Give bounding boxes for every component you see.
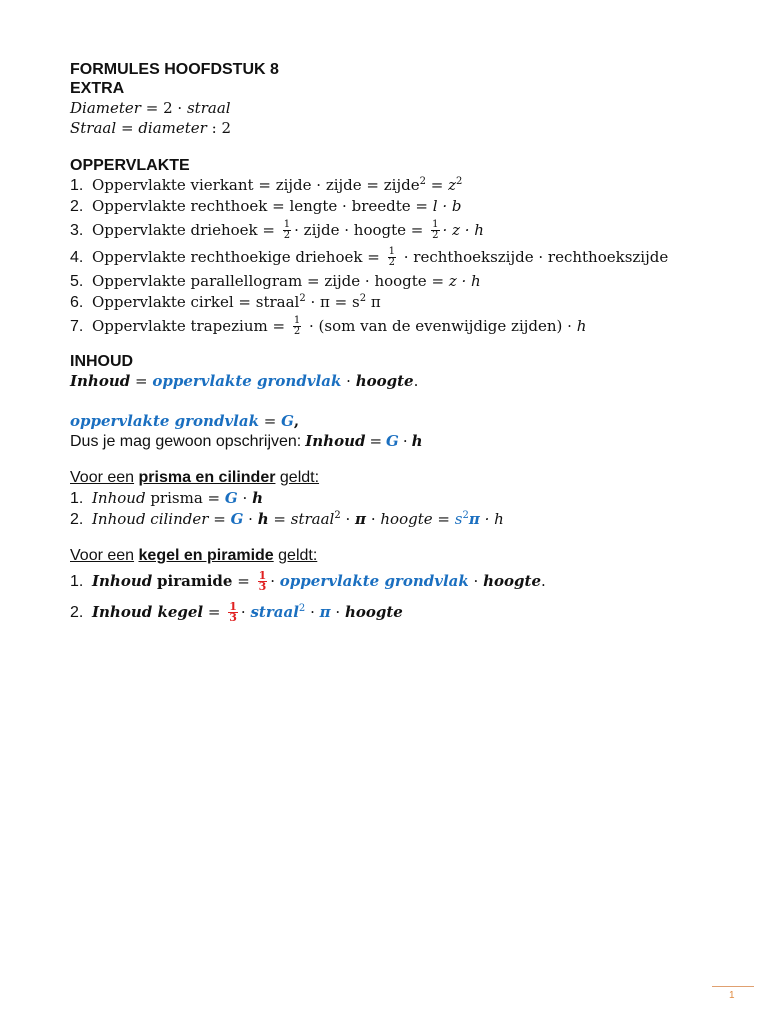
document-page <box>70 60 750 628</box>
prisma-intro: Voor een prisma en cilinder geldt: <box>70 469 320 486</box>
fraction-half: $\frac{1}{2}$ <box>388 245 395 268</box>
fraction-third: $\frac{1}{3}$ <box>229 599 237 624</box>
oppervlakte-item-trapezium: 7. Oppervlakte trapezium = $\frac{1}{2}$ · (som van de evenwijdige zijden) · h <box>70 314 587 337</box>
oppervlakte-item-vierkant: 1. Oppervlakte vierkant = zijde · zijde = zijde$^2$ = $z^2$ <box>70 176 463 194</box>
oppervlakte-item-parallellogram: 5. Oppervlakte parallellogram = zijde · hoogte = z · h <box>70 272 481 290</box>
fraction-half: $\frac{1}{2}$ <box>293 314 301 337</box>
prisma-item-cilinder: 2. Inhoud cilinder = G · h = straal$^2$ · π · hoogte = $s^2\pi \cdot h$ <box>70 510 504 528</box>
oppervlakte-item-rechthoekige-driehoek: 4. Oppervlakte rechthoekige driehoek = $\frac{1}{2}$ · rechthoekszijde · rechthoekszijde <box>70 245 669 268</box>
fraction-third: $\frac{1}{3}$ <box>258 568 267 593</box>
inhoud-heading: INHOUD <box>70 353 134 370</box>
kegel-item-piramide: 1. Inhoud piramide = $\frac{1}{3}$ · oppervlakte grondvlak · hoogte. <box>70 568 546 593</box>
oppervlakte-heading: OPPERVLAKTE <box>70 157 190 174</box>
prisma-item-prisma: 1. Inhoud prisma = G · h <box>70 489 263 507</box>
page-title: FORMULES HOOFDSTUK 8 <box>70 61 279 78</box>
fraction-half: $\frac{1}{2}$ <box>432 218 439 241</box>
extra-formula-diameter: Diameter = 2 · straal <box>70 99 231 117</box>
kegel-intro: Voor een kegel en piramide geldt: <box>70 547 318 564</box>
oppervlakte-item-rechthoek: 2. Oppervlakte rechthoek = lengte · breedte = l · b <box>70 197 462 215</box>
kegel-item-kegel: 2. Inhoud kegel = $\frac{1}{3}$ · straal$^2$ · π · hoogte <box>70 599 403 624</box>
page-number: 1 <box>729 990 735 1001</box>
extra-formula-straal: Straal = diameter : 2 <box>70 119 232 137</box>
inhoud-formula: Inhoud = oppervlakte grondvlak · hoogte. <box>70 372 419 390</box>
extra-heading: EXTRA <box>70 80 125 97</box>
oppervlakte-item-cirkel: 6. Oppervlakte cirkel = straal$^2$ · $\pi = s^2$ π <box>70 293 381 311</box>
dus-line: Dus je mag gewoon opschrijven: Inhoud = G · h <box>70 432 423 450</box>
grondvlak-definition: oppervlakte grondvlak = G, <box>70 412 300 430</box>
footer-divider <box>712 986 754 987</box>
fraction-half: $\frac{1}{2}$ <box>283 218 291 241</box>
oppervlakte-item-driehoek: 3. Oppervlakte driehoek = $\frac{1}{2}$ · zijde · hoogte = $\frac{1}{2}$ · z · h <box>70 218 484 241</box>
